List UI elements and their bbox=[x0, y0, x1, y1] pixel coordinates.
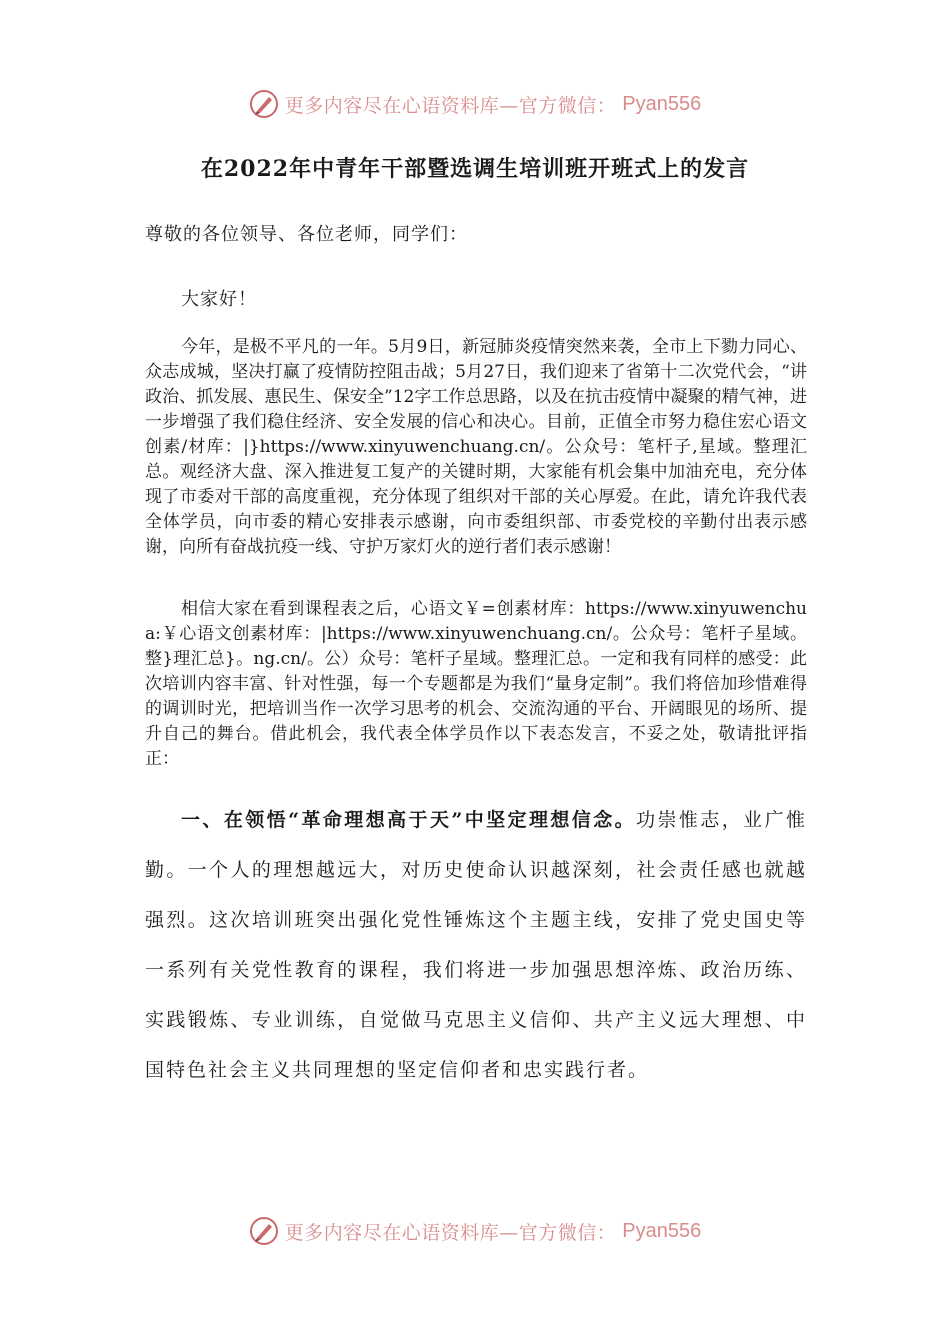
watermark-header bbox=[0, 84, 950, 124]
document-title: 在2022年中青年干部暨选调生培训班开班式上的发言 bbox=[200, 156, 750, 182]
watermark-text: 更多内容尽在心语资料库—官方微信： bbox=[284, 1221, 617, 1244]
pen-logo-icon bbox=[249, 1216, 279, 1246]
salutation: 尊敬的各位领导、各位老师，同学们： bbox=[145, 224, 468, 245]
pen-logo-icon bbox=[249, 89, 279, 119]
watermark-text: 更多内容尽在心语资料库—官方微信： bbox=[284, 94, 617, 117]
greeting: 大家好！ bbox=[181, 289, 257, 310]
section-1-heading: 一、在领悟“革命理想高于天”中坚定理想信念。 bbox=[181, 809, 637, 831]
watermark-wechat-id: Pyan556 bbox=[622, 92, 702, 115]
watermark-footer bbox=[0, 1211, 950, 1251]
paragraph-1: 今年，是极不平凡的一年。5月9日，新冠肺炎疫情突然来袭，全市上下勠力同心、众志成城，坚决打赢了疫情防控阻击战；5月27日，我们迎来了省第十二次党代会，“讲政治、抓发展、惠民生、保安全”12字工作总思路，以及在抗击疫情中凝聚的精气神，进一步增强了我们稳住经济、安全发展的信心和决心。目前，正值全市努力稳住宏心语文创素/材库：|}https://www.xinyuwenchuang.cn/。公众号：笔杆子,星域。整理汇总。观经济大盘、深入推进复工复产的关键时期，大家能有机会集中加油充电，充分体现了市委对干部的高度重视，充分体现了组织对干部的关心厚爱。在此，请允许我代表全体学员，向市委的精心安排表示感谢，向市委组织部、市委党校的辛勤付出表示感谢，向所有奋战抗疫一线、守护万家灯火的逆行者们表示感谢！ bbox=[145, 337, 807, 557]
paragraph-2: 相信大家在看到课程表之后，心语文￥=创素材库：https://www.xinyuwenchua:￥心语文创素材库：|https://www.xinyuwenchuang.cn/。公众号：笔杆子星域。整}理汇总}。ng.cn/。公）众号：笔杆子星域。整理汇总。一定和我有同样的感受：此次培训内容丰富、针对性强，每一个专题都是为我们“量身定制”。我们将倍加珍惜难得的调训时光，把培训当作一次学习思考的机会、交流沟通的平台、开阔眼见的场所、提升自己的舞台。借此机会，我代表全体学员作以下表态发言，不妥之处，敬请批评指正： bbox=[145, 599, 807, 769]
watermark-wechat-id: Pyan556 bbox=[622, 1219, 702, 1242]
section-1 bbox=[145, 795, 807, 1095]
section-1-body: 功崇惟志，业广惟勤。一个人的理想越远大，对历史使命认识越深刻，社会责任感也就越强烈。这次培训班突出强化党性锤炼这个主题主线，安排了党史国史等一系列有关党性教育的课程，我们将进一步加强思想淬炼、政治历练、实践锻炼、专业训练，自觉做马克思主义信仰、共产主义远大理想、中国特色社会主义共同理想的坚定信仰者和忠实践行者。 bbox=[145, 809, 807, 1081]
